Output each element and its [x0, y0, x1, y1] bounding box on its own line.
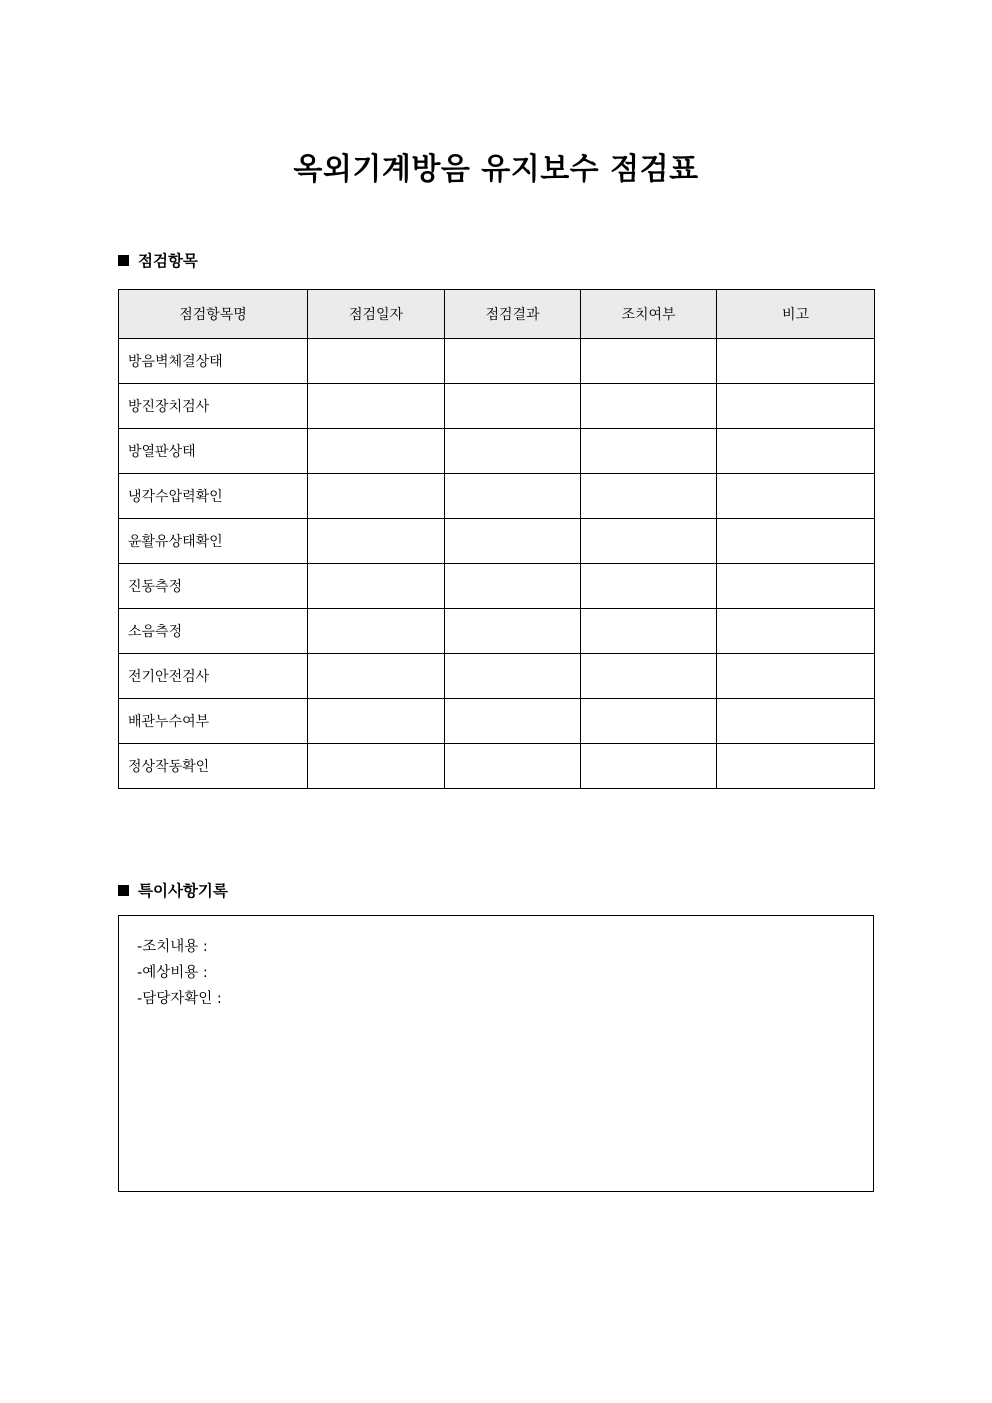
cell-item-name: 전기안전검사: [119, 654, 308, 699]
cell-inspection-date[interactable]: [308, 609, 445, 654]
cell-inspection-result[interactable]: [445, 429, 581, 474]
cell-inspection-date[interactable]: [308, 699, 445, 744]
notes-line: -예상비용 :: [137, 965, 208, 981]
cell-action-taken[interactable]: [581, 744, 717, 789]
section-heading-inspection-items: [118, 249, 198, 271]
table-row: [119, 654, 875, 699]
cell-inspection-date[interactable]: [308, 519, 445, 564]
table-row: [119, 609, 875, 654]
cell-action-taken[interactable]: [581, 519, 717, 564]
table-row: [119, 744, 875, 789]
cell-item-name: 윤활유상태확인: [119, 519, 308, 564]
cell-item-name: 냉각수압력확인: [119, 474, 308, 519]
table-row: [119, 429, 875, 474]
cell-action-taken[interactable]: [581, 429, 717, 474]
cell-action-taken[interactable]: [581, 654, 717, 699]
cell-remarks[interactable]: [717, 474, 875, 519]
cell-item-name: 배관누수여부: [119, 699, 308, 744]
column-header-item-name: 점검항목명: [119, 290, 308, 339]
cell-inspection-date[interactable]: [308, 474, 445, 519]
cell-remarks[interactable]: [717, 519, 875, 564]
table-row: [119, 474, 875, 519]
table-row: [119, 339, 875, 384]
cell-remarks[interactable]: [717, 699, 875, 744]
table-body: [119, 339, 875, 789]
cell-action-taken[interactable]: [581, 699, 717, 744]
column-header-result: 점검결과: [445, 290, 581, 339]
cell-remarks[interactable]: [717, 564, 875, 609]
cell-action-taken[interactable]: [581, 339, 717, 384]
cell-action-taken[interactable]: [581, 564, 717, 609]
cell-inspection-date[interactable]: [308, 339, 445, 384]
square-bullet-icon: [118, 885, 129, 896]
table-row: [119, 384, 875, 429]
table-row: [119, 699, 875, 744]
cell-inspection-date[interactable]: [308, 654, 445, 699]
cell-inspection-result[interactable]: [445, 609, 581, 654]
cell-item-name: 방진장치검사: [119, 384, 308, 429]
notes-line: -조치내용 :: [137, 939, 208, 955]
column-header-remarks: 비고: [717, 290, 875, 339]
column-header-date: 점검일자: [308, 290, 445, 339]
cell-inspection-result[interactable]: [445, 474, 581, 519]
cell-inspection-date[interactable]: [308, 429, 445, 474]
cell-action-taken[interactable]: [581, 474, 717, 519]
cell-inspection-date[interactable]: [308, 564, 445, 609]
cell-remarks[interactable]: [717, 429, 875, 474]
cell-action-taken[interactable]: [581, 609, 717, 654]
cell-item-name: 정상작동확인: [119, 744, 308, 789]
cell-inspection-result[interactable]: [445, 384, 581, 429]
table-row: [119, 564, 875, 609]
cell-remarks[interactable]: [717, 744, 875, 789]
page-title: 옥외기계방음 유지보수 점검표: [293, 152, 699, 188]
table-row: [119, 519, 875, 564]
cell-item-name: 진동측정: [119, 564, 308, 609]
cell-inspection-result[interactable]: [445, 564, 581, 609]
cell-item-name: 소음측정: [119, 609, 308, 654]
table-header-row: [119, 290, 875, 339]
cell-inspection-result[interactable]: [445, 339, 581, 384]
cell-item-name: 방음벽체결상태: [119, 339, 308, 384]
section-heading-label: 특이사항기록: [138, 882, 228, 900]
special-notes-box[interactable]: [118, 915, 874, 1192]
cell-inspection-result[interactable]: [445, 654, 581, 699]
cell-inspection-date[interactable]: [308, 744, 445, 789]
inspection-items-table: [118, 289, 875, 789]
cell-inspection-result[interactable]: [445, 744, 581, 789]
cell-action-taken[interactable]: [581, 384, 717, 429]
cell-remarks[interactable]: [717, 339, 875, 384]
cell-inspection-date[interactable]: [308, 384, 445, 429]
section-heading-label: 점검항목: [138, 252, 198, 270]
section-heading-special-notes: [118, 879, 228, 901]
square-bullet-icon: [118, 255, 129, 266]
table-header: [119, 290, 875, 339]
cell-remarks[interactable]: [717, 609, 875, 654]
cell-inspection-result[interactable]: [445, 699, 581, 744]
cell-item-name: 방열판상태: [119, 429, 308, 474]
cell-remarks[interactable]: [717, 384, 875, 429]
cell-remarks[interactable]: [717, 654, 875, 699]
column-header-action: 조치여부: [581, 290, 717, 339]
cell-inspection-result[interactable]: [445, 519, 581, 564]
notes-line: -담당자확인 :: [137, 991, 222, 1007]
